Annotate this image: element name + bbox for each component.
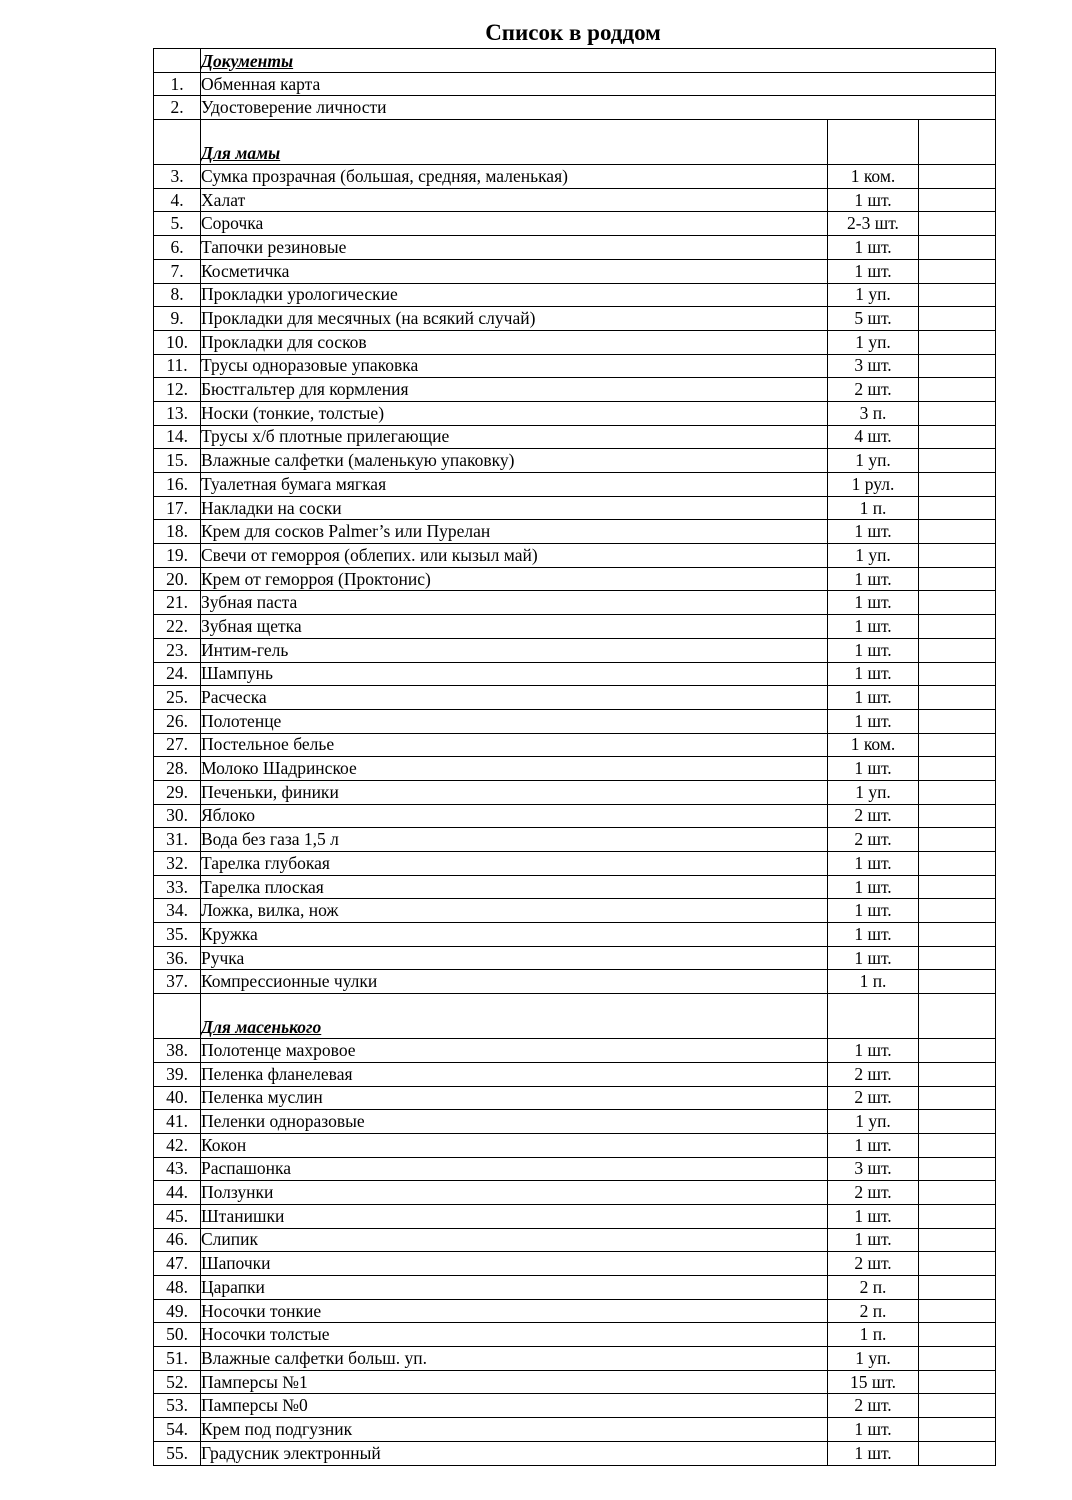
item-check-cell: [919, 1252, 996, 1276]
table-row: [154, 686, 996, 710]
item-number: 40.: [154, 1086, 201, 1110]
item-name: Штанишки: [201, 1204, 828, 1228]
item-number: 45.: [154, 1204, 201, 1228]
table-row: [154, 1394, 996, 1418]
section-qty-cell: [828, 994, 919, 1039]
item-number: 44.: [154, 1181, 201, 1205]
item-quantity: 2 шт.: [828, 828, 919, 852]
item-number: 14.: [154, 425, 201, 449]
item-check-cell: [919, 899, 996, 923]
item-check-cell: [919, 1228, 996, 1252]
table-row: [154, 1370, 996, 1394]
item-check-cell: [919, 1323, 996, 1347]
item-number: 38.: [154, 1039, 201, 1063]
item-name: Пеленка фланелевая: [201, 1062, 828, 1086]
table-row: [154, 1062, 996, 1086]
item-number: 7.: [154, 259, 201, 283]
item-quantity: 1 шт.: [828, 591, 919, 615]
item-number: 54.: [154, 1418, 201, 1442]
item-quantity: 1 шт.: [828, 923, 919, 947]
item-check-cell: [919, 686, 996, 710]
item-number: 13.: [154, 401, 201, 425]
item-quantity: 2 шт.: [828, 1086, 919, 1110]
item-name: Молоко Шадринское: [201, 757, 828, 781]
table-row: [154, 828, 996, 852]
item-name: Постельное белье: [201, 733, 828, 757]
item-number: 35.: [154, 923, 201, 947]
item-quantity: 1 уп.: [828, 780, 919, 804]
item-check-cell: [919, 520, 996, 544]
table-row: [154, 1204, 996, 1228]
item-check-cell: [919, 615, 996, 639]
item-check-cell: [919, 828, 996, 852]
table-row: [154, 1418, 996, 1442]
table-row: [154, 899, 996, 923]
item-quantity: 1 уп.: [828, 330, 919, 354]
item-number: 52.: [154, 1370, 201, 1394]
table-row: [154, 401, 996, 425]
item-check-cell: [919, 425, 996, 449]
item-name: Прокладки для месячных (на всякий случай): [201, 307, 828, 331]
item-check-cell: [919, 852, 996, 876]
table-row: [154, 188, 996, 212]
item-name: Компрессионные чулки: [201, 970, 828, 994]
table-row: [154, 709, 996, 733]
table-row: [154, 425, 996, 449]
table-row: [154, 1133, 996, 1157]
item-number: 32.: [154, 852, 201, 876]
item-check-cell: [919, 638, 996, 662]
item-number: 51.: [154, 1347, 201, 1371]
item-name: Трусы одноразовые упаковка: [201, 354, 828, 378]
item-name: Прокладки для сосков: [201, 330, 828, 354]
item-quantity: 1 п.: [828, 970, 919, 994]
table-row: [154, 1039, 996, 1063]
item-quantity: 1 п.: [828, 1323, 919, 1347]
table-row: [154, 615, 996, 639]
item-name: Ручка: [201, 946, 828, 970]
item-check-cell: [919, 804, 996, 828]
table-row: [154, 638, 996, 662]
item-number: 53.: [154, 1394, 201, 1418]
item-name: Градусник электронный: [201, 1441, 828, 1465]
item-number: 55.: [154, 1441, 201, 1465]
item-name: Ползунки: [201, 1181, 828, 1205]
table-row: [154, 567, 996, 591]
item-name: Расческа: [201, 686, 828, 710]
section-label-documents: Документы: [201, 49, 996, 73]
item-number: 2.: [154, 96, 201, 120]
item-number: 25.: [154, 686, 201, 710]
item-name: Интим-гель: [201, 638, 828, 662]
item-number: 1.: [154, 72, 201, 96]
item-quantity: 1 шт.: [828, 1441, 919, 1465]
page-title: Список в роддом: [485, 20, 661, 45]
item-name: Полотенце махровое: [201, 1039, 828, 1063]
section-num-cell: [154, 120, 201, 165]
item-check-cell: [919, 1086, 996, 1110]
item-name: Шампунь: [201, 662, 828, 686]
item-number: 9.: [154, 307, 201, 331]
table-row: [154, 449, 996, 473]
item-quantity: 1 шт.: [828, 852, 919, 876]
item-name: Удостоверение личности: [201, 96, 996, 120]
item-number: 28.: [154, 757, 201, 781]
item-quantity: 1 шт.: [828, 946, 919, 970]
item-check-cell: [919, 283, 996, 307]
item-check-cell: [919, 165, 996, 189]
item-name: Зубная паста: [201, 591, 828, 615]
item-check-cell: [919, 1181, 996, 1205]
table-row: [154, 852, 996, 876]
item-name: Сумка прозрачная (большая, средняя, маленькая): [201, 165, 828, 189]
item-quantity: 1 шт.: [828, 757, 919, 781]
item-number: 43.: [154, 1157, 201, 1181]
item-quantity: 1 шт.: [828, 875, 919, 899]
item-check-cell: [919, 1039, 996, 1063]
item-quantity: 2-3 шт.: [828, 212, 919, 236]
item-number: 27.: [154, 733, 201, 757]
item-check-cell: [919, 1276, 996, 1300]
table-row: [154, 1299, 996, 1323]
item-name: Крем под подгузник: [201, 1418, 828, 1442]
item-check-cell: [919, 709, 996, 733]
item-check-cell: [919, 733, 996, 757]
item-quantity: 1 рул.: [828, 473, 919, 497]
item-quantity: 1 шт.: [828, 1133, 919, 1157]
item-name: Царапки: [201, 1276, 828, 1300]
table-row: [154, 1228, 996, 1252]
item-name: Прокладки урологические: [201, 283, 828, 307]
item-number: 33.: [154, 875, 201, 899]
table-row: [154, 283, 996, 307]
item-number: 11.: [154, 354, 201, 378]
item-check-cell: [919, 591, 996, 615]
item-check-cell: [919, 662, 996, 686]
item-name: Свечи от геморроя (облепих. или кызыл май): [201, 544, 828, 568]
item-name: Ложка, вилка, нож: [201, 899, 828, 923]
item-quantity: 1 шт.: [828, 615, 919, 639]
table-row: [154, 804, 996, 828]
item-name: Тапочки резиновые: [201, 236, 828, 260]
table-row: [154, 520, 996, 544]
item-name: Крем для сосков Palmer’s или Пурелан: [201, 520, 828, 544]
item-name: Бюстгальтер для кормления: [201, 378, 828, 402]
section-label-mom: Для мамы: [201, 120, 828, 165]
section-check-cell: [919, 994, 996, 1039]
item-number: 39.: [154, 1062, 201, 1086]
item-check-cell: [919, 946, 996, 970]
item-check-cell: [919, 1370, 996, 1394]
table-row: [154, 875, 996, 899]
table-row: [154, 378, 996, 402]
item-quantity: 1 шт.: [828, 1039, 919, 1063]
table-row: [154, 1110, 996, 1134]
item-name: Яблоко: [201, 804, 828, 828]
table-row: [154, 236, 996, 260]
item-number: 10.: [154, 330, 201, 354]
item-number: 29.: [154, 780, 201, 804]
table-row: [154, 1441, 996, 1465]
item-number: 3.: [154, 165, 201, 189]
item-quantity: 2 шт.: [828, 1062, 919, 1086]
item-check-cell: [919, 970, 996, 994]
table-row: [154, 946, 996, 970]
item-quantity: 2 шт.: [828, 1252, 919, 1276]
item-number: 22.: [154, 615, 201, 639]
item-name: Кружка: [201, 923, 828, 947]
item-quantity: 1 уп.: [828, 283, 919, 307]
item-quantity: 1 ком.: [828, 165, 919, 189]
item-quantity: 1 шт.: [828, 567, 919, 591]
item-check-cell: [919, 875, 996, 899]
item-quantity: 1 шт.: [828, 1418, 919, 1442]
item-number: 20.: [154, 567, 201, 591]
table-row: [154, 96, 996, 120]
item-check-cell: [919, 1394, 996, 1418]
item-quantity: 1 шт.: [828, 638, 919, 662]
table-row: [154, 780, 996, 804]
item-number: 5.: [154, 212, 201, 236]
item-quantity: 4 шт.: [828, 425, 919, 449]
item-name: Тарелка плоская: [201, 875, 828, 899]
item-name: Носки (тонкие, толстые): [201, 401, 828, 425]
item-name: Туалетная бумага мягкая: [201, 473, 828, 497]
item-quantity: 1 шт.: [828, 709, 919, 733]
item-check-cell: [919, 1062, 996, 1086]
item-number: 18.: [154, 520, 201, 544]
item-name: Халат: [201, 188, 828, 212]
item-quantity: 1 шт.: [828, 1228, 919, 1252]
item-check-cell: [919, 354, 996, 378]
item-quantity: 1 ком.: [828, 733, 919, 757]
table-row: [154, 212, 996, 236]
table-row: [154, 330, 996, 354]
item-check-cell: [919, 307, 996, 331]
item-number: 49.: [154, 1299, 201, 1323]
item-quantity: 2 шт.: [828, 1181, 919, 1205]
item-name: Печеньки, финики: [201, 780, 828, 804]
item-name: Зубная щетка: [201, 615, 828, 639]
table-row: [154, 733, 996, 757]
item-number: 6.: [154, 236, 201, 260]
item-quantity: 2 шт.: [828, 804, 919, 828]
item-number: 42.: [154, 1133, 201, 1157]
item-number: 37.: [154, 970, 201, 994]
item-check-cell: [919, 330, 996, 354]
item-number: 19.: [154, 544, 201, 568]
section-label-baby: Для масенького: [201, 994, 828, 1039]
item-check-cell: [919, 236, 996, 260]
item-name: Распашонка: [201, 1157, 828, 1181]
item-name: Шапочки: [201, 1252, 828, 1276]
item-quantity: 1 шт.: [828, 1204, 919, 1228]
table-row: [154, 259, 996, 283]
item-name: Вода без газа 1,5 л: [201, 828, 828, 852]
item-check-cell: [919, 1347, 996, 1371]
item-name: Полотенце: [201, 709, 828, 733]
item-quantity: 3 шт.: [828, 1157, 919, 1181]
item-quantity: 3 п.: [828, 401, 919, 425]
table-row: [154, 1276, 996, 1300]
item-check-cell: [919, 757, 996, 781]
item-quantity: 1 п.: [828, 496, 919, 520]
checklist-table: [153, 48, 996, 1466]
item-check-cell: [919, 1110, 996, 1134]
item-number: 12.: [154, 378, 201, 402]
item-number: 24.: [154, 662, 201, 686]
item-quantity: 15 шт.: [828, 1370, 919, 1394]
table-row: [154, 1252, 996, 1276]
item-name: Влажные салфетки (маленькую упаковку): [201, 449, 828, 473]
table-row: [154, 757, 996, 781]
table-row: [154, 970, 996, 994]
item-number: 47.: [154, 1252, 201, 1276]
table-row: [154, 591, 996, 615]
item-name: Накладки на соски: [201, 496, 828, 520]
table-row: [154, 473, 996, 497]
item-check-cell: [919, 401, 996, 425]
table-row: [154, 72, 996, 96]
table-row: [154, 1181, 996, 1205]
item-quantity: 1 шт.: [828, 899, 919, 923]
item-check-cell: [919, 188, 996, 212]
item-number: 15.: [154, 449, 201, 473]
table-row: [154, 1086, 996, 1110]
item-name: Памперсы №0: [201, 1394, 828, 1418]
item-check-cell: [919, 378, 996, 402]
item-number: 36.: [154, 946, 201, 970]
item-name: Сорочка: [201, 212, 828, 236]
table-row: [154, 1323, 996, 1347]
table-row: [154, 1347, 996, 1371]
item-number: 34.: [154, 899, 201, 923]
section-qty-cell: [828, 120, 919, 165]
item-name: Кокон: [201, 1133, 828, 1157]
item-check-cell: [919, 544, 996, 568]
checklist-body: [154, 49, 996, 1466]
item-quantity: 1 шт.: [828, 259, 919, 283]
table-row: [154, 544, 996, 568]
item-number: 30.: [154, 804, 201, 828]
item-check-cell: [919, 1418, 996, 1442]
section-check-cell: [919, 120, 996, 165]
item-number: 17.: [154, 496, 201, 520]
item-name: Носочки тонкие: [201, 1299, 828, 1323]
table-row: [154, 354, 996, 378]
item-name: Обменная карта: [201, 72, 996, 96]
item-number: 26.: [154, 709, 201, 733]
item-quantity: 1 шт.: [828, 188, 919, 212]
item-quantity: 2 п.: [828, 1299, 919, 1323]
item-check-cell: [919, 259, 996, 283]
item-check-cell: [919, 212, 996, 236]
item-number: 48.: [154, 1276, 201, 1300]
item-number: 8.: [154, 283, 201, 307]
section-header-baby: [154, 994, 996, 1039]
item-quantity: 1 шт.: [828, 236, 919, 260]
table-row: [154, 165, 996, 189]
item-quantity: 3 шт.: [828, 354, 919, 378]
section-num-cell: [154, 994, 201, 1039]
item-number: 31.: [154, 828, 201, 852]
item-number: 4.: [154, 188, 201, 212]
item-quantity: 1 уп.: [828, 1110, 919, 1134]
item-check-cell: [919, 1157, 996, 1181]
item-number: 21.: [154, 591, 201, 615]
item-quantity: 1 уп.: [828, 1347, 919, 1371]
item-number: 23.: [154, 638, 201, 662]
item-number: 46.: [154, 1228, 201, 1252]
item-quantity: 2 шт.: [828, 378, 919, 402]
table-row: [154, 923, 996, 947]
item-check-cell: [919, 496, 996, 520]
item-check-cell: [919, 473, 996, 497]
table-row: [154, 662, 996, 686]
item-quantity: 1 уп.: [828, 449, 919, 473]
item-check-cell: [919, 780, 996, 804]
item-name: Слипик: [201, 1228, 828, 1252]
table-row: [154, 1157, 996, 1181]
item-quantity: 1 шт.: [828, 662, 919, 686]
item-check-cell: [919, 1441, 996, 1465]
item-number: 41.: [154, 1110, 201, 1134]
table-row: [154, 496, 996, 520]
item-number: 16.: [154, 473, 201, 497]
item-quantity: 2 п.: [828, 1276, 919, 1300]
item-name: Тарелка глубокая: [201, 852, 828, 876]
section-header-mom: [154, 120, 996, 165]
item-name: Влажные салфетки больш. уп.: [201, 1347, 828, 1371]
item-quantity: 1 уп.: [828, 544, 919, 568]
item-check-cell: [919, 923, 996, 947]
item-quantity: 1 шт.: [828, 520, 919, 544]
item-check-cell: [919, 1299, 996, 1323]
item-quantity: 1 шт.: [828, 686, 919, 710]
item-quantity: 5 шт.: [828, 307, 919, 331]
item-name: Крем от геморроя (Проктонис): [201, 567, 828, 591]
table-row: [154, 307, 996, 331]
item-name: Носочки толстые: [201, 1323, 828, 1347]
item-name: Косметичка: [201, 259, 828, 283]
item-name: Пеленки одноразовые: [201, 1110, 828, 1134]
item-check-cell: [919, 1204, 996, 1228]
item-check-cell: [919, 1133, 996, 1157]
item-name: Памперсы №1: [201, 1370, 828, 1394]
section-num-cell: [154, 49, 201, 73]
section-header-documents: [154, 49, 996, 73]
item-check-cell: [919, 449, 996, 473]
item-name: Трусы х/б плотные прилегающие: [201, 425, 828, 449]
item-number: 50.: [154, 1323, 201, 1347]
item-check-cell: [919, 567, 996, 591]
item-quantity: 2 шт.: [828, 1394, 919, 1418]
item-name: Пеленка муслин: [201, 1086, 828, 1110]
